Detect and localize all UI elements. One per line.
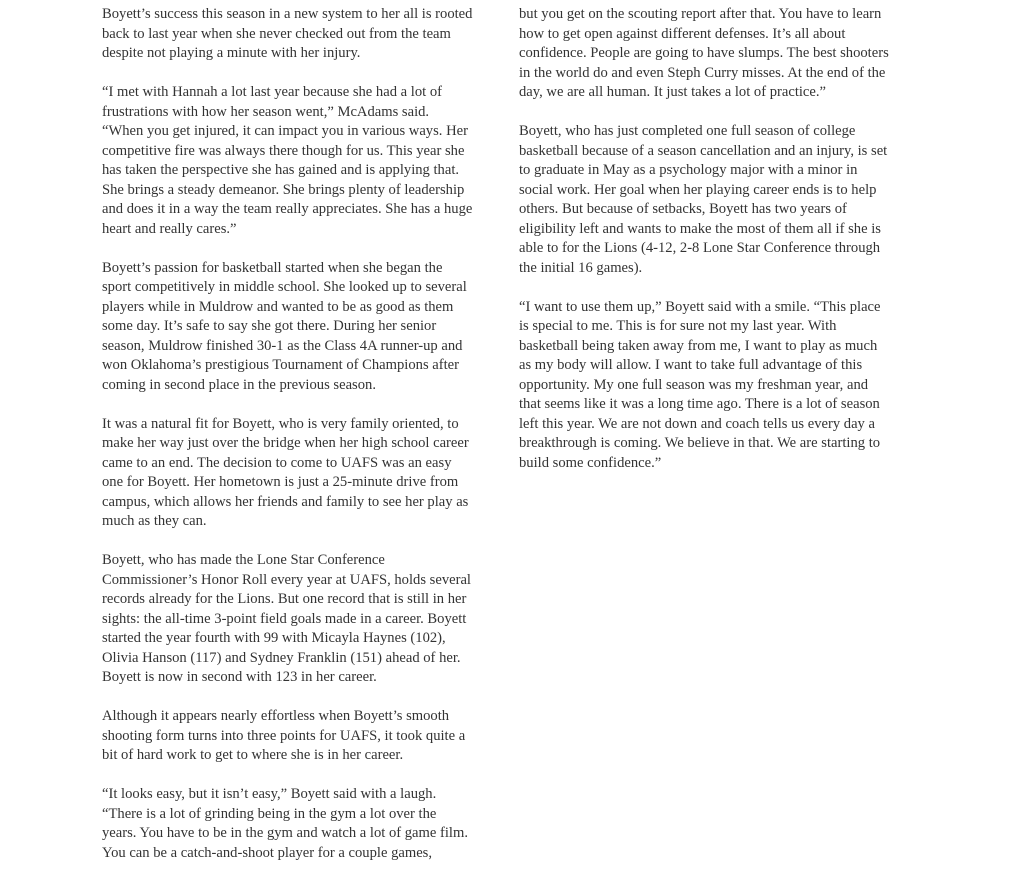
article-paragraph: but you get on the scouting report after that. You have to learn how to get open against different defenses. It’s all about confidence. People are going to have slumps. The best shooters in the world do and even Steph Curry misses. At the end of the day, we are all human. It just takes a lot of practice.” bbox=[519, 6, 889, 100]
article-paragraph: Boyett’s success this season in a new system to her all is rooted back to last year when she never checked out from the team despite not playing a minute with her injury. bbox=[102, 6, 473, 61]
article-paragraph: “I want to use them up,” Boyett said with a smile. “This place is special to me. This is for sure not my last year. With basketball being taken away from me, I want to play as much as my body will allow. I want to take full advantage of this opportunity. My one full season was my freshman year, and that seems like it was a long time ago. There is a lot of season left this year. We are not down and coach tells us every day a breakthrough is coming. We believe in that. We are starting to build some confidence.” bbox=[519, 298, 881, 471]
article-paragraph: Although it appears nearly effortless when Boyett’s smooth shooting form turns into three points for UAFS, it took quite a bit of hard work to get to where she is in her career. bbox=[102, 708, 466, 763]
article-left-column bbox=[102, 5, 474, 883]
article-paragraph: Boyett’s passion for basketball started when she began the sport competitively in middle school. She looked up to several players while in Muldrow and wanted to be as good as them some day. It’s safe to say she got there. During her senior season, Muldrow finished 30-1 as the Class 4A runner-up and won Oklahoma’s prestigious Tournament of Champions after coming in second place in the previous season. bbox=[102, 259, 467, 393]
article-paragraph: Boyett, who has just completed one full season of college basketball because of a season cancellation and an injury, is set to graduate in May as a psychology major with a minor in social work. Her goal when her playing career ends is to help others. But because of setbacks, Boyett has two years of eligibility left and wants to make the most of them all if she is able to for the Lions (4-12, 2-8 Lone Star Conference through the initial 16 games). bbox=[519, 123, 888, 276]
article-paragraph: Boyett, who has made the Lone Star Conference Commissioner’s Honor Roll every year at UAFS, holds several records already for the Lions. But one record that is still in her sights: the all-time 3-point field goals made in a career. Boyett started the year fourth with 99 with Micayla Haynes (102), Olivia Hanson (117) and Sydney Franklin (151) ahead of her. Boyett is now in second with 123 in her career. bbox=[102, 552, 471, 685]
article-paragraph: “It looks easy, but it isn’t easy,” Boyett said with a laugh. “There is a lot of grinding being in the gym a lot over the years. You have to be in the gym and watch a lot of game film. You can be a catch-and-shoot player for a couple games, bbox=[102, 786, 468, 861]
article-paragraph: It was a natural fit for Boyett, who is very family oriented, to make her way just over the bridge when her high school career came to an end. The decision to come to UAFS was an easy one for Boyett. Her hometown is just a 25-minute drive from campus, which allows her friends and family to see her play as much as they can. bbox=[102, 415, 469, 529]
article-right-column bbox=[519, 5, 889, 493]
article-paragraph: “I met with Hannah a lot last year because she had a lot of frustrations with how her season went,” McAdams said. “When you get injured, it can impact you in various ways. Her competitive fire was always there though for us. This year she has taken the perspective she has gained and is applying that. She brings a steady demeanor. She brings plenty of leadership and does it in a way the team really appreciates. She has a huge heart and really cares.” bbox=[102, 84, 473, 237]
